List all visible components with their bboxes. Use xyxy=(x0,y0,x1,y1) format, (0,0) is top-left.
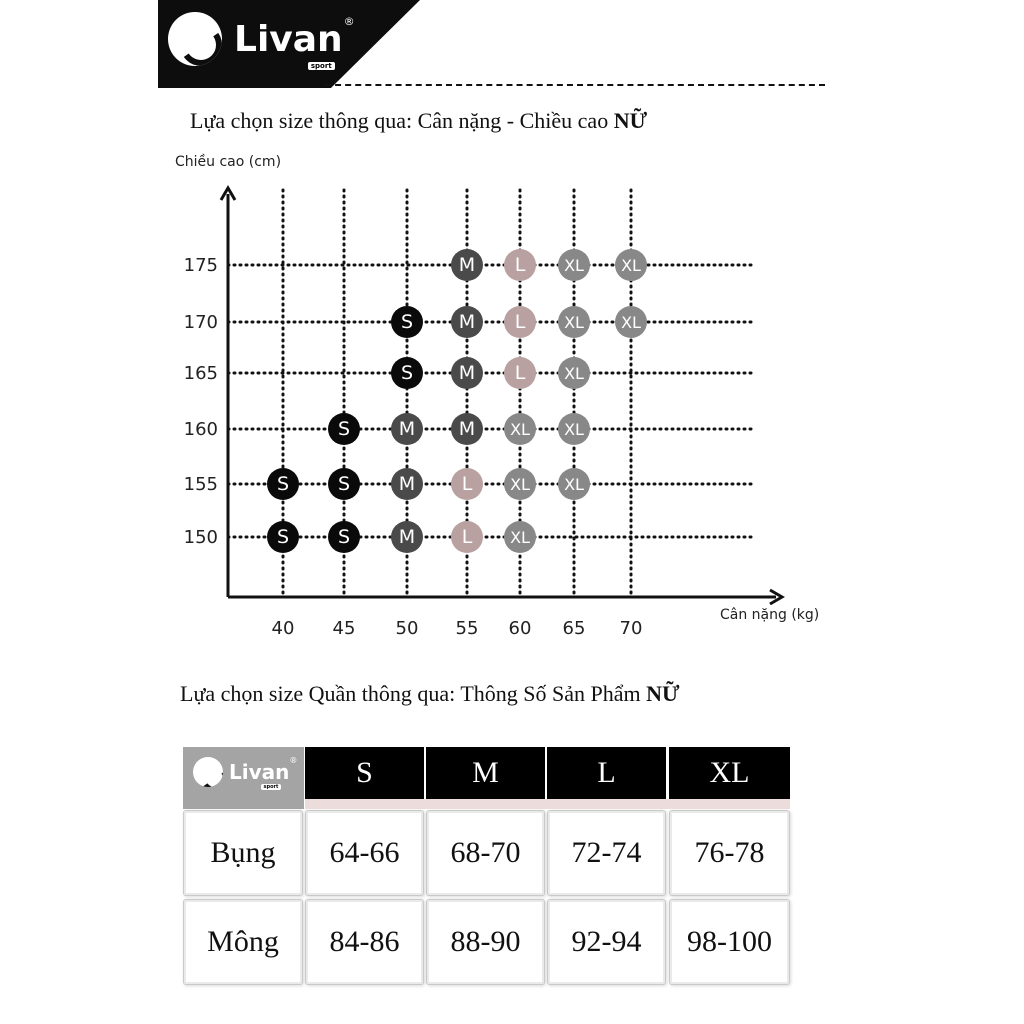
size-point-label: S xyxy=(337,418,351,440)
size-point-label: XL xyxy=(564,420,584,439)
size-point-s xyxy=(391,306,423,338)
x-tick-label: 65 xyxy=(562,618,586,639)
table-cell: 98-100 xyxy=(669,899,790,985)
size-point-label: S xyxy=(276,526,290,548)
y-tick-label: 165 xyxy=(183,363,218,384)
table-cell: 84-86 xyxy=(305,899,424,985)
size-point-s xyxy=(267,521,299,553)
size-point-label: M xyxy=(458,311,476,333)
size-point-xl xyxy=(558,413,590,445)
size-point-label: S xyxy=(400,362,414,384)
y-tick-label: 150 xyxy=(183,527,218,548)
header-strip xyxy=(305,799,790,809)
size-point-label: L xyxy=(514,362,526,384)
col-header-l: L xyxy=(547,747,666,799)
size-point-label: L xyxy=(514,254,526,276)
size-point-l xyxy=(504,357,536,389)
size-point-m xyxy=(451,249,483,281)
size-point-xl xyxy=(615,306,647,338)
size-point-m xyxy=(391,413,423,445)
table-cell: 76-78 xyxy=(669,810,790,896)
table-title: Lựa chọn size Quần thông qua: Thông Số Sản Phẩm NỮ xyxy=(180,681,680,706)
size-point-label: XL xyxy=(510,420,530,439)
size-point-label: M xyxy=(398,473,416,495)
size-point-s xyxy=(267,468,299,500)
size-point-label: XL xyxy=(510,528,530,547)
size-point-label: S xyxy=(337,526,351,548)
col-header-s: S xyxy=(305,747,424,799)
brand-name: Livan xyxy=(234,18,343,60)
x-tick-label: 70 xyxy=(619,618,643,639)
size-point-label: XL xyxy=(621,256,641,275)
size-point-label: XL xyxy=(510,475,530,494)
y-tick-label: 175 xyxy=(183,255,218,276)
size-point-xl xyxy=(615,249,647,281)
table-brand-name: Livan xyxy=(229,760,290,784)
table-logo-mark-icon xyxy=(193,757,223,787)
size-point-label: M xyxy=(398,418,416,440)
size-point-label: S xyxy=(400,311,414,333)
size-point-label: S xyxy=(337,473,351,495)
size-point-label: L xyxy=(461,473,473,495)
size-point-xl xyxy=(558,249,590,281)
size-point-m xyxy=(451,413,483,445)
registered-mark: ® xyxy=(343,14,355,28)
chart-title: Lựa chọn size thông qua: Cân nặng - Chiều cao NỮ xyxy=(190,108,648,133)
size-point-l xyxy=(504,306,536,338)
size-point-xl xyxy=(504,468,536,500)
x-tick-label: 40 xyxy=(271,618,295,639)
table-cell: 64-66 xyxy=(305,810,424,896)
table-logo-cell xyxy=(183,747,304,809)
y-tick-label: 155 xyxy=(183,474,218,495)
size-point-label: XL xyxy=(564,256,584,275)
x-tick-label: 50 xyxy=(395,618,419,639)
size-point-label: XL xyxy=(564,364,584,383)
chart-title-bold: NỮ xyxy=(613,108,648,133)
size-point-label: L xyxy=(514,311,526,333)
table-cell: 68-70 xyxy=(426,810,545,896)
x-tick-label: 45 xyxy=(332,618,356,639)
size-point-m xyxy=(391,521,423,553)
size-point-xl xyxy=(558,468,590,500)
y-tick-label: 170 xyxy=(183,312,218,333)
brand-sub: sport xyxy=(308,62,335,70)
table-registered-mark: ® xyxy=(289,756,298,765)
size-point-m xyxy=(451,357,483,389)
x-axis-label: Cân nặng (kg) xyxy=(720,607,820,623)
table-brand-sub: sport xyxy=(261,784,282,790)
size-point-label: M xyxy=(398,526,416,548)
size-point-label: L xyxy=(461,526,473,548)
size-point-xl xyxy=(504,413,536,445)
size-point-label: XL xyxy=(564,475,584,494)
y-tick-label: 160 xyxy=(183,419,218,440)
size-point-s xyxy=(328,413,360,445)
size-point-s xyxy=(328,468,360,500)
size-point-l xyxy=(451,468,483,500)
size-point-s xyxy=(328,521,360,553)
size-table xyxy=(183,747,790,989)
table-brand-logo xyxy=(193,756,298,790)
x-tick-label: 60 xyxy=(508,618,532,639)
size-point-xl xyxy=(504,521,536,553)
size-point-label: M xyxy=(458,362,476,384)
row-label-mong: Mông xyxy=(183,899,303,985)
col-header-m: M xyxy=(426,747,545,799)
size-point-l xyxy=(504,249,536,281)
size-point-m xyxy=(391,468,423,500)
table-cell: 92-94 xyxy=(547,899,666,985)
size-point-l xyxy=(451,521,483,553)
size-point-label: M xyxy=(458,418,476,440)
y-axis-label: Chiều cao (cm) xyxy=(175,154,282,170)
size-point-xl xyxy=(558,306,590,338)
table-title-bold: NỮ xyxy=(646,681,680,706)
table-cell: 88-90 xyxy=(426,899,545,985)
size-point-label: XL xyxy=(564,313,584,332)
col-header-xl: XL xyxy=(669,747,790,799)
size-point-s xyxy=(391,357,423,389)
size-point-xl xyxy=(558,357,590,389)
size-point-label: M xyxy=(458,254,476,276)
size-point-m xyxy=(451,306,483,338)
x-tick-label: 55 xyxy=(455,618,479,639)
size-point-label: XL xyxy=(621,313,641,332)
row-label-bung: Bụng xyxy=(183,810,303,896)
size-point-label: S xyxy=(276,473,290,495)
table-cell: 72-74 xyxy=(547,810,666,896)
